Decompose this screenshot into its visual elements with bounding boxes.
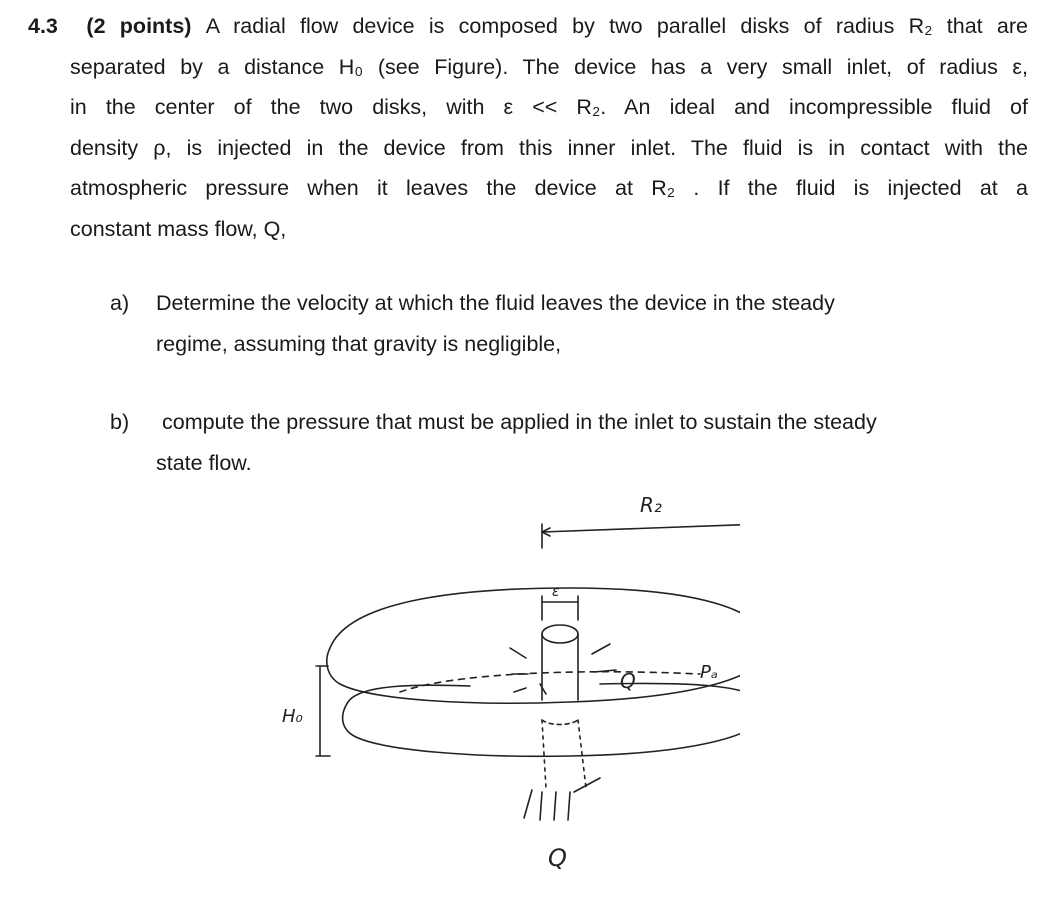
- radial-arrow-4: [592, 644, 610, 654]
- r2-dimension-line: [542, 524, 740, 532]
- inflow-arrow-1: [524, 790, 532, 818]
- part-b-line-2: state flow.: [156, 450, 252, 475]
- inflow-arrow-3: [554, 792, 556, 820]
- radial-arrow-6: [540, 684, 546, 694]
- epsilon-ticks: [542, 596, 578, 620]
- part-a-line-1: Determine the velocity at which the fluid leaves the device in the steady: [156, 291, 835, 315]
- radial-flow-figure: [270, 488, 740, 888]
- part-a-label: a): [110, 291, 130, 315]
- problem-line-6: constant mass flow, Q,: [70, 216, 287, 241]
- h0-ticks: [316, 666, 330, 756]
- radial-arrow-5: [594, 670, 616, 672]
- problem-line-2: separated by a distance H₀ (see Figure). The device has a very small inlet, of radius ε,: [70, 54, 1028, 79]
- part-a: [110, 283, 1010, 364]
- problem-points: (2 points): [86, 14, 192, 38]
- label-h0: H₀: [282, 706, 303, 727]
- part-a-line-2: regime, assuming that gravity is negligible,: [156, 331, 562, 356]
- label-q-inner: Q: [620, 669, 636, 693]
- radial-flow-sketch: [270, 488, 740, 888]
- radial-arrow-3: [514, 688, 526, 692]
- part-b-label: b): [110, 410, 130, 434]
- problem-line-3: in the center of the two disks, with ε << R₂. An ideal and incompressible fluid of: [70, 95, 1028, 119]
- label-r2: R₂: [640, 493, 662, 517]
- label-epsilon: ε: [552, 584, 560, 600]
- radial-arrow-1: [510, 648, 526, 658]
- problem-line-5: atmospheric pressure when it leaves the device at R₂ . If the fluid is injected at a: [70, 176, 1028, 200]
- inlet-lower-left: [542, 720, 546, 788]
- inflow-arrow-2: [540, 792, 542, 820]
- label-q-inflow: Q: [548, 844, 567, 872]
- part-b: [110, 402, 1010, 483]
- inlet-top: [542, 625, 578, 643]
- problem-text-line: A radial flow device is composed by two parallel disks of radius R₂ that are: [205, 14, 1028, 38]
- problem-number: 4.3: [28, 14, 58, 38]
- inflow-arrow-4: [568, 778, 600, 820]
- inlet-lower-right: [578, 720, 586, 788]
- top-disk: [327, 588, 740, 703]
- inner-dashed-circle: [400, 672, 700, 692]
- problem-line-4: density ρ, is injected in the device from this inner inlet. The fluid is in contact with the: [70, 135, 1028, 160]
- problem-line-1: [28, 6, 1028, 47]
- problem-paragraph: [28, 6, 1028, 249]
- inlet-bottom: [542, 720, 578, 725]
- label-pa: Pₐ: [700, 662, 718, 683]
- part-b-line-1: compute the pressure that must be applied in the inlet to sustain the steady: [162, 410, 877, 434]
